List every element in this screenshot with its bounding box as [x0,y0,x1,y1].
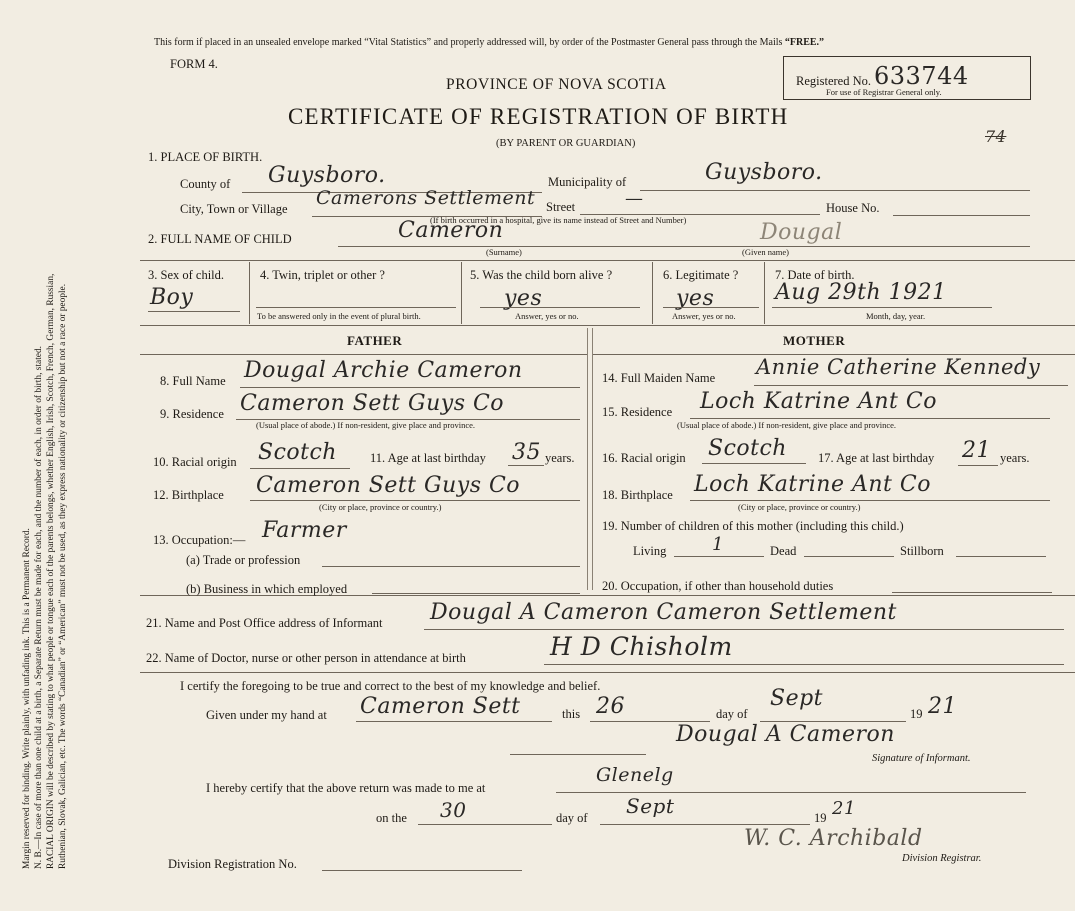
place-of-birth-label: 1. PLACE OF BIRTH. [148,150,263,164]
certificate-title: CERTIFICATE OF REGISTRATION OF BIRTH [288,104,789,129]
father-occupation-label: 13. Occupation:— [153,533,246,547]
mother-name-underline [754,385,1068,386]
hospital-note: (If birth occurred in a hospital, give its name instead of Street and Number) [430,215,687,225]
mother-years: years. [1000,451,1030,465]
mother-birthplace-label: 18. Birthplace [602,488,673,502]
mother-header: MOTHER [783,333,846,348]
legitimate-label: 6. Legitimate ? [663,268,739,282]
certification-year-value: 21 [928,694,957,719]
mother-residence-label: 15. Residence [602,405,673,419]
father-racial-label: 10. Racial origin [153,455,237,469]
province-title: PROVINCE OF NOVA SCOTIA [446,76,667,93]
mother-residence-value: Loch Katrine Ant Co [700,389,937,414]
row3-divider-3 [652,262,653,324]
row3-divider-2 [461,262,462,324]
mother-racial-underline [702,463,806,464]
alive-underline [480,307,640,308]
corner-mark: 74 [985,127,1007,146]
registrar-day-value: 30 [440,798,467,822]
certificate-subtitle: (BY PARENT OR GUARDIAN) [496,138,636,149]
row3-divider-4 [764,262,765,324]
parents-divider-right [592,328,593,590]
father-birthplace-label: 12. Birthplace [153,488,224,502]
mother-birthplace-value: Loch Katrine Ant Co [694,472,931,497]
informant-signature-caption: Signature of Informant. [872,753,971,764]
parents-divider-left [587,328,588,590]
date-underline [772,307,992,308]
certify-text: I certify the foregoing to be true and correct to the best of my knowledge and belief. [180,679,601,693]
municipality-value: Guysboro. [705,160,823,185]
legitimate-note: Answer, yes or no. [672,311,736,321]
registrar-year-value: 21 [832,798,856,819]
registrar-place-value: Glenelg [596,764,674,786]
father-name-value: Dougal Archie Cameron [244,358,523,383]
margin-line-4: Ruthenian, Slovak, Galician, etc. The words “Canadian” or “American” must not be used, as they express nationality or citizenship but not a race or people. [58,283,68,869]
child-given-value: Dougal [760,220,843,245]
child-name-label: 2. FULL NAME OF CHILD [148,232,292,246]
father-birthplace-note: (City or place, province or country.) [319,502,442,512]
given-label: Given under my hand at [206,708,327,722]
registrar-signature-caption: Division Registrar. [902,853,982,864]
father-header: FATHER [347,333,403,348]
margin-instructions [21,89,69,869]
short-rule [510,754,646,755]
postal-free: “FREE.” [784,37,825,48]
informant-value: Dougal A Cameron Cameron Settlement [430,600,897,625]
twin-note: To be answered only in the event of plural birth. [257,311,421,321]
stillborn-label: Stillborn [900,544,944,558]
sex-value: Boy [150,285,194,310]
father-business-label: (b) Business in which employed [186,582,348,596]
registered-number: 633744 [874,62,969,90]
registrar-year-prefix: 19 [814,811,827,825]
registrar-place-underline [556,792,1026,793]
father-years: years. [545,451,575,465]
mother-residence-note: (Usual place of abode.) If non-resident, give place and province. [677,420,897,430]
living-label: Living [633,544,667,558]
mother-children-label: 19. Number of children of this mother (including this child.) [602,519,904,533]
father-age-label: 11. Age at last birthday [370,451,486,465]
certification-day-of-label: day of [716,707,748,721]
street-label: Street [546,200,576,214]
mother-racial-label: 16. Racial origin [602,451,686,465]
margin-line-2: N. B.—In case of more than one child at a birth, a Separate Return must be made for each, and the number of each, in order of birth, stated. [34,346,44,869]
mother-name-label: 14. Full Maiden Name [602,371,716,385]
informant-label: 21. Name and Post Office address of Informant [146,616,383,630]
margin-line-3: RACIAL ORIGIN will be described by stating to what people or tongue each of the parents belongs, whether English, Irish, Scotch, French, German, Russian, [46,273,56,869]
living-value: 1 [712,534,724,555]
father-name-underline [240,387,580,388]
registrar-day-underline [418,824,552,825]
father-age-value: 35 [512,440,541,465]
registered-label: Registered No. [796,74,871,88]
house-underline [893,215,1030,216]
dead-underline [804,556,894,557]
father-birthplace-underline [250,500,580,501]
house-label: House No. [826,201,880,215]
registrar-use-note: For use of Registrar General only. [826,87,942,97]
certification-year-prefix: 19 [910,707,923,721]
sex-underline [148,311,240,312]
certification-top-rule [140,672,1075,673]
stillborn-underline [956,556,1046,557]
date-note: Month, day, year. [866,311,926,321]
city-value: Camerons Settlement [316,187,536,209]
mother-age-label: 17. Age at last birthday [818,451,935,465]
father-racial-value: Scotch [258,440,337,465]
given-place-value: Cameron Sett [360,694,521,719]
mother-racial-value: Scotch [708,436,787,461]
mother-occupation-underline [892,592,1052,593]
father-business-underline [372,593,580,594]
on-the-label: on the [376,811,407,825]
certification-day-value: 26 [596,694,625,719]
sex-label: 3. Sex of child. [148,268,225,282]
division-registration-label: Division Registration No. [168,857,297,871]
date-value: Aug 29th 1921 [775,280,947,305]
twin-underline [256,307,456,308]
form-number: FORM 4. [170,57,218,71]
mother-residence-underline [690,418,1050,419]
margin-line-1: Margin reserved for binding. Write plainly, with unfading ink. This is a Permanent Record. [22,528,32,869]
dead-label: Dead [770,544,797,558]
date-label: 7. Date of birth. [775,268,855,282]
registrar-month-value: Sept [626,794,675,818]
doctor-value: H D Chisholm [550,632,733,661]
given-caption: (Given name) [742,247,789,257]
division-registration-underline [322,870,522,871]
city-label: City, Town or Village [180,202,288,216]
father-trade-label: (a) Trade or profession [186,553,301,567]
mother-age-value: 21 [962,438,991,463]
living-underline [674,556,764,557]
alive-label: 5. Was the child born alive ? [470,268,613,282]
child-surname-value: Cameron [398,218,504,243]
row3-bottom-rule [140,325,1075,326]
row3-divider-1 [249,262,250,324]
registrar-day-of-label: day of [556,811,588,825]
county-label: County of [180,177,231,191]
legitimate-value: yes [676,286,715,311]
registrar-month-underline [600,824,810,825]
row3-top-rule [140,260,1075,261]
father-name-label: 8. Full Name [160,374,226,388]
postal-note: This form if placed in an unsealed envelope marked “Vital Statistics” and properly addressed will, by order of the Postmaster General pass through the Mails “FREE.” [154,37,825,48]
mother-birthplace-note: (City or place, province or country.) [738,502,861,512]
return-text: I hereby certify that the above return was made to me at [206,781,486,795]
informant-signature: Dougal A Cameron [676,722,895,747]
certification-month-value: Sept [770,686,824,711]
registrar-signature: W. C. Archibald [744,826,923,851]
mother-name-value: Annie Catherine Kennedy [756,355,1041,379]
surname-caption: (Surname) [486,247,522,257]
father-trade-underline [322,566,580,567]
doctor-underline [544,664,1064,665]
father-residence-label: 9. Residence [160,407,224,421]
mother-age-underline [958,465,998,466]
informant-underline [424,629,1064,630]
this-label: this [562,707,581,721]
father-age-underline [508,465,544,466]
street-value: — [625,188,644,209]
doctor-label: 22. Name of Doctor, nurse or other person in attendance at birth [146,651,466,665]
municipality-label: Municipality of [548,175,627,189]
father-header-rule [140,354,587,355]
alive-note: Answer, yes or no. [515,311,579,321]
mother-birthplace-underline [690,500,1050,501]
alive-value: yes [504,286,543,311]
municipality-underline [640,190,1030,191]
father-occupation-value: Farmer [262,518,347,543]
mother-occupation-label: 20. Occupation, if other than household duties [602,579,834,593]
father-racial-underline [250,468,350,469]
county-value: Guysboro. [268,163,386,188]
legitimate-underline [663,307,759,308]
twin-label: 4. Twin, triplet or other ? [260,268,385,282]
given-place-underline [356,721,552,722]
father-residence-value: Cameron Sett Guys Co [240,391,505,416]
father-birthplace-value: Cameron Sett Guys Co [256,473,521,498]
child-name-underline [338,246,1030,247]
father-residence-note: (Usual place of abode.) If non-resident, give place and province. [256,420,476,430]
